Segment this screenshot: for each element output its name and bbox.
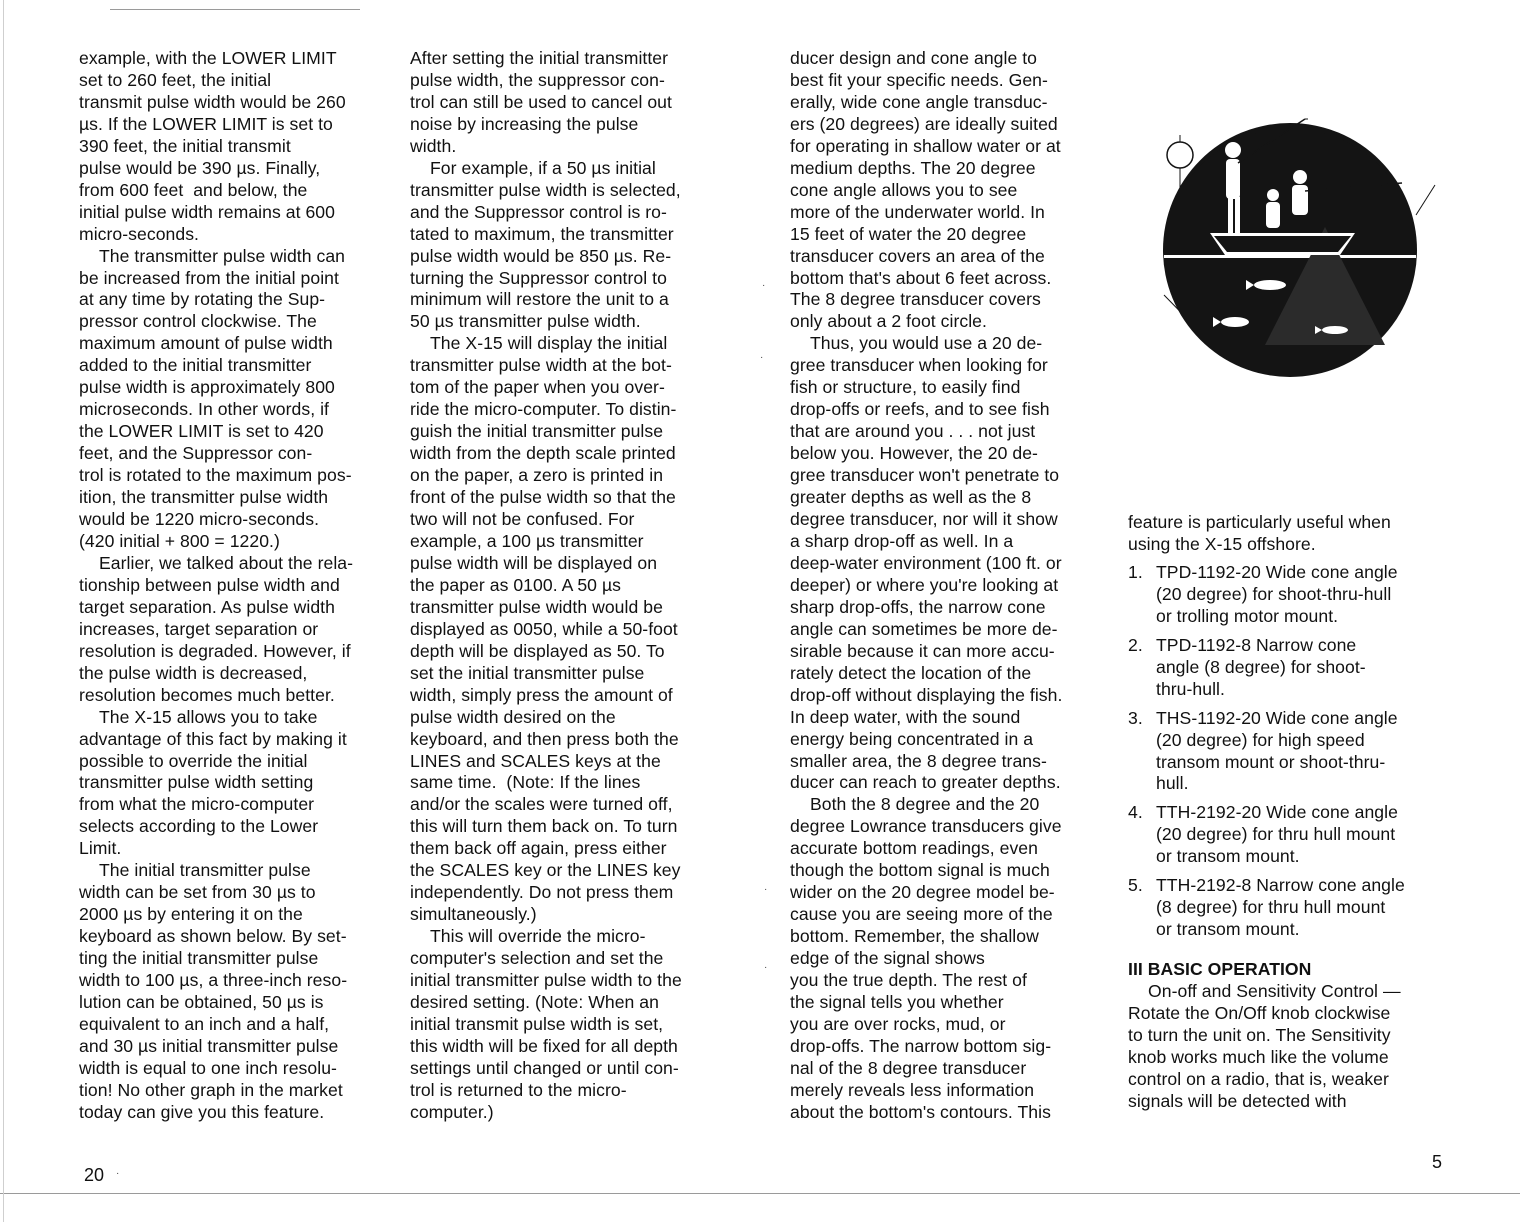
text-line: 2000 µs by entering it on the — [79, 904, 303, 925]
text-line: 390 feet, the initial transmit — [79, 135, 291, 156]
text-line: erally, wide cone angle transduc- — [790, 91, 1048, 112]
text-line: Both the 8 degree and the 20 — [810, 794, 1040, 815]
text-line: pulse width is approximately 800 — [79, 377, 335, 398]
text-line: pressor control clockwise. The — [79, 311, 317, 332]
text-line: 50 µs transmitter pulse width. — [410, 311, 641, 332]
text-line: control on a radio, that is, weaker — [1128, 1068, 1389, 1089]
text-line: keyboard as shown below. By set- — [79, 926, 347, 947]
text-line: independently. Do not press them — [410, 882, 674, 903]
text-line: For example, if a 50 µs initial — [430, 157, 656, 178]
text-line: 15 feet of water the 20 degree — [790, 223, 1027, 244]
transducer-list — [1128, 562, 1458, 941]
list-item — [1128, 635, 1458, 701]
text-line: cause you are seeing more of the — [790, 904, 1053, 925]
text-line: The 8 degree transducer covers — [790, 289, 1041, 310]
text-line: pulse width will be displayed on — [410, 552, 658, 573]
left-page-number: 20 — [84, 1165, 105, 1185]
text-line: to turn the unit on. The Sensitivity — [1128, 1025, 1391, 1046]
text-line: width can be set from 30 µs to — [79, 882, 316, 903]
text-line: target separation. As pulse width — [79, 596, 335, 617]
text-line: fish or structure, to easily find — [790, 377, 1021, 398]
list-item-number: 2. — [1128, 634, 1143, 655]
text-line: guish the initial transmitter pulse — [410, 421, 664, 442]
text-line: computer.) — [410, 1101, 494, 1122]
text-line: transmitter pulse width is selected, — [410, 179, 681, 200]
text-line: pulse width would be 850 µs. Re- — [410, 245, 672, 266]
text-line: ting the initial transmitter pulse — [79, 948, 319, 969]
text-line: them back off again, press either — [410, 838, 667, 859]
text-line: width. — [410, 135, 457, 156]
text-line: After setting the initial transmitter — [410, 48, 669, 68]
text-line: added to the initial transmitter — [79, 355, 312, 376]
boat-fishing-sonar-illustration — [1140, 115, 1440, 385]
left-edge-line — [3, 0, 4, 1222]
text-line: rately detect the location of the — [790, 662, 1032, 683]
list-item-line: TTH-2192-20 Wide cone angle — [1156, 802, 1398, 823]
text-line: for operating in shallow water or at — [790, 135, 1061, 156]
text-line: initial pulse width remains at 600 — [79, 201, 335, 222]
text-line: deeper) or where you're looking at — [790, 574, 1059, 595]
text-line: be increased from the initial point — [79, 267, 339, 288]
text-line: The initial transmitter pulse — [99, 860, 311, 881]
text-line: increases, target separation or — [79, 618, 319, 639]
text-line: from 600 feet and below, the — [79, 179, 308, 200]
left-page-column-2 — [410, 48, 740, 1124]
list-item-line: TTH-2192-8 Narrow cone angle — [1156, 875, 1405, 896]
text-line: angle can sometimes be more de- — [790, 618, 1058, 639]
list-item-number: 4. — [1128, 802, 1143, 823]
text-line: transmit pulse width would be 260 — [79, 91, 346, 112]
text-line: simultaneously.) — [410, 904, 537, 925]
text-line: turning the Suppressor control to — [410, 267, 667, 288]
text-line: trol can still be used to cancel out — [410, 91, 672, 112]
list-item-line: (20 degree) for thru hull mount — [1156, 824, 1396, 845]
text-line: displayed as 0050, while a 50-foot — [410, 618, 678, 639]
text-line: the SCALES key or the LINES key — [410, 860, 681, 881]
text-line: drop-offs. The narrow bottom sig- — [790, 1035, 1052, 1056]
text-line: In deep water, with the sound — [790, 706, 1021, 727]
text-line: same time. (Note: If the lines — [410, 772, 641, 793]
text-line: this will turn them back on. To turn — [410, 816, 678, 837]
text-line: only about a 2 foot circle. — [790, 311, 987, 332]
text-line: µs. If the LOWER LIMIT is set to — [79, 113, 333, 134]
text-line: today can give you this feature. — [79, 1101, 325, 1122]
list-item-line: or trolling motor mount. — [1156, 605, 1339, 626]
text-line: maximum amount of pulse width — [79, 333, 333, 354]
text-line: best fit your specific needs. Gen- — [790, 69, 1048, 90]
text-line: energy being concentrated in a — [790, 728, 1034, 749]
text-line: sirable because it can more accu- — [790, 640, 1055, 661]
text-line: possible to override the initial — [79, 750, 308, 771]
text-line: signals will be detected with — [1128, 1090, 1347, 1111]
text-line: and/or the scales were turned off, — [410, 794, 673, 815]
text-line: about the bottom's contours. This — [790, 1101, 1051, 1122]
text-line: settings until changed or until con- — [410, 1057, 679, 1078]
text-line: equivalent to an inch and a half, — [79, 1013, 330, 1034]
text-line: computer's selection and set the — [410, 948, 664, 969]
text-line: advantage of this fact by making it — [79, 728, 347, 749]
scan-speck: · — [116, 1168, 120, 1179]
text-line: desired setting. (Note: When an — [410, 991, 659, 1012]
text-line: the LOWER LIMIT is set to 420 — [79, 421, 324, 442]
text-line: width, simply press the amount of — [410, 684, 673, 705]
text-line: transducer covers an area of the — [790, 245, 1045, 266]
text-line: smaller area, the 8 degree trans- — [790, 750, 1047, 771]
text-line: micro-seconds. — [79, 223, 199, 244]
list-item-line: or transom mount. — [1156, 846, 1300, 867]
text-line: set to 260 feet, the initial — [79, 69, 272, 90]
text-line: tom of the paper when you over- — [410, 377, 665, 398]
text-line: ride the micro-computer. To distin- — [410, 399, 677, 420]
text-line: ition, the transmitter pulse width — [79, 487, 329, 508]
text-line: at any time by rotating the Sup- — [79, 289, 326, 310]
text-line: LINES and SCALES keys at the — [410, 750, 661, 771]
text-line: ducer design and cone angle to — [790, 48, 1038, 68]
text-line: drop-offs or reefs, and to see fish — [790, 399, 1050, 420]
text-line: degree transducer, nor will it show — [790, 509, 1058, 530]
list-item-line: transom mount or shoot-thru- — [1156, 751, 1386, 772]
list-item-line: TPD-1192-8 Narrow cone — [1156, 634, 1357, 655]
text-line: on the paper, a zero is printed in — [410, 465, 664, 486]
text-line: that are around you . . . not just — [790, 421, 1036, 442]
text-line: accurate bottom readings, even — [790, 838, 1038, 859]
text-line: selects according to the Lower — [79, 816, 319, 837]
text-line: lution can be obtained, 50 µs is — [79, 991, 324, 1012]
text-line: On-off and Sensitivity Control — — [1148, 981, 1401, 1002]
text-line: width to 100 µs, a three-inch reso- — [79, 970, 348, 991]
text-line: edge of the signal shows — [790, 948, 985, 969]
text-line: resolution is degraded. However, if — [79, 640, 351, 661]
text-line: width from the depth scale printed — [410, 443, 676, 464]
list-item-line: thru-hull. — [1156, 678, 1225, 699]
list-item-number: 3. — [1128, 707, 1143, 728]
text-line: (420 initial + 800 = 1220.) — [79, 530, 280, 551]
text-line: more of the underwater world. In — [790, 201, 1045, 222]
text-line: tated to maximum, the transmitter — [410, 223, 674, 244]
text-line: ers (20 degrees) are ideally suited — [790, 113, 1058, 134]
text-line: gree transducer won't penetrate to — [790, 465, 1060, 486]
section-body — [1128, 981, 1458, 1113]
text-line: though the bottom signal is much — [790, 860, 1050, 881]
scan-speck: · — [760, 352, 764, 363]
text-line: trol is returned to the micro- — [410, 1079, 627, 1100]
text-line: feet, and the Suppressor con- — [79, 443, 313, 464]
text-line: two will not be confused. For — [410, 509, 635, 530]
list-item-line: (20 degree) for shoot-thru-hull — [1156, 583, 1392, 604]
text-line: example, a 100 µs transmitter — [410, 530, 644, 551]
column-intro-line-2: using the X-15 offshore. — [1128, 533, 1316, 554]
text-line: tion! No other graph in the market — [79, 1079, 343, 1100]
right-page-number: 5 — [1432, 1152, 1443, 1172]
text-line: and 30 µs initial transmitter pulse — [79, 1035, 339, 1056]
text-line: a sharp drop-off as well. In a — [790, 530, 1014, 551]
text-line: pulse width desired on the — [410, 706, 616, 727]
text-line: this width will be fixed for all depth — [410, 1035, 678, 1056]
text-line: Thus, you would use a 20 de- — [810, 333, 1043, 354]
list-item — [1128, 802, 1458, 868]
text-line: knob works much like the volume — [1128, 1046, 1389, 1067]
left-page-column-1 — [79, 48, 389, 1124]
text-line: drop-off without displaying the fish. — [790, 684, 1063, 705]
list-item — [1128, 708, 1458, 796]
list-item-number: 5. — [1128, 875, 1143, 896]
bottom-scan-line — [0, 1193, 1520, 1194]
text-line: This will override the micro- — [430, 926, 646, 947]
text-line: cone angle allows you to see — [790, 179, 1018, 200]
list-item-line: THS-1192-20 Wide cone angle — [1156, 707, 1398, 728]
text-line: The X-15 allows you to take — [99, 706, 318, 727]
text-line: below you. However, the 20 de- — [790, 443, 1038, 464]
scan-speck: · — [762, 280, 766, 291]
scan-speck: · — [764, 962, 768, 973]
text-line: transmitter pulse width would be — [410, 596, 663, 617]
top-scan-line — [110, 9, 360, 10]
text-line: pulse width, the suppressor con- — [410, 69, 665, 90]
text-line: you are over rocks, mud, or — [790, 1013, 1006, 1034]
text-line: transmitter pulse width setting — [79, 772, 314, 793]
text-line: resolution becomes much better. — [79, 684, 335, 705]
list-item — [1128, 562, 1458, 628]
text-line: tionship between pulse width and — [79, 574, 340, 595]
scan-speck: · — [764, 884, 768, 895]
text-line: minimum will restore the unit to a — [410, 289, 669, 310]
text-line: nal of the 8 degree transducer — [790, 1057, 1027, 1078]
text-line: The X-15 will display the initial — [430, 333, 668, 354]
text-line: degree Lowrance transducers give — [790, 816, 1062, 837]
text-line: The transmitter pulse width can — [99, 245, 346, 266]
text-line: set the initial transmitter pulse — [410, 662, 645, 683]
text-line: front of the pulse width so that the — [410, 487, 676, 508]
text-line: Limit. — [79, 838, 122, 859]
text-line: medium depths. The 20 degree — [790, 157, 1036, 178]
text-line: deep-water environment (100 ft. or — [790, 552, 1062, 573]
text-line: wider on the 20 degree model be- — [790, 882, 1055, 903]
text-line: keyboard, and then press both the — [410, 728, 679, 749]
boat-fishing-icon — [1140, 115, 1440, 385]
text-line: merely reveals less information — [790, 1079, 1035, 1100]
text-line: greater depths as well as the 8 — [790, 487, 1032, 508]
text-line: trol is rotated to the maximum pos- — [79, 465, 352, 486]
list-item-line: TPD-1192-20 Wide cone angle — [1156, 561, 1398, 582]
text-line: pulse would be 390 µs. Finally, — [79, 157, 321, 178]
list-item-line: hull. — [1156, 773, 1189, 794]
text-line: the paper as 0100. A 50 µs — [410, 574, 621, 595]
text-line: depth will be displayed as 50. To — [410, 640, 665, 661]
text-line: from what the micro-computer — [79, 794, 315, 815]
text-line: width is equal to one inch resolu- — [79, 1057, 337, 1078]
text-line: Earlier, we talked about the rela- — [99, 552, 354, 573]
section-heading: III BASIC OPERATION — [1128, 959, 1312, 980]
text-line: initial transmit pulse width is set, — [410, 1013, 664, 1034]
text-line: the pulse width is decreased, — [79, 662, 308, 683]
text-line: transmitter pulse width at the bot- — [410, 355, 672, 376]
text-line: initial transmitter pulse width to the — [410, 970, 682, 991]
text-line: the signal tells you whether — [790, 991, 1004, 1012]
list-item-line: angle (8 degree) for shoot- — [1156, 656, 1366, 677]
text-line: noise by increasing the pulse — [410, 113, 639, 134]
text-line: you the true depth. The rest of — [790, 970, 1027, 991]
text-line: ducer can reach to greater depths. — [790, 772, 1061, 793]
list-item-number: 1. — [1128, 561, 1143, 582]
text-line: bottom. Remember, the shallow — [790, 926, 1039, 947]
right-page-column-1 — [790, 48, 1120, 1124]
right-page-column-2 — [1128, 512, 1458, 1113]
list-item — [1128, 875, 1458, 941]
list-item-line: (8 degree) for thru hull mount — [1156, 897, 1386, 918]
column-intro-line-1: feature is particularly useful when — [1128, 512, 1391, 532]
text-line: and the Suppressor control is ro- — [410, 201, 667, 222]
text-line: would be 1220 micro-seconds. — [79, 509, 320, 530]
text-line: bottom that's about 6 feet across. — [790, 267, 1052, 288]
text-line: microseconds. In other words, if — [79, 399, 329, 420]
list-item-line: or transom mount. — [1156, 919, 1300, 940]
text-line: Rotate the On/Off knob clockwise — [1128, 1003, 1391, 1024]
text-line: example, with the LOWER LIMIT — [79, 48, 337, 68]
text-line: sharp drop-offs, the narrow cone — [790, 596, 1046, 617]
text-line: gree transducer when looking for — [790, 355, 1048, 376]
list-item-line: (20 degree) for high speed — [1156, 729, 1365, 750]
